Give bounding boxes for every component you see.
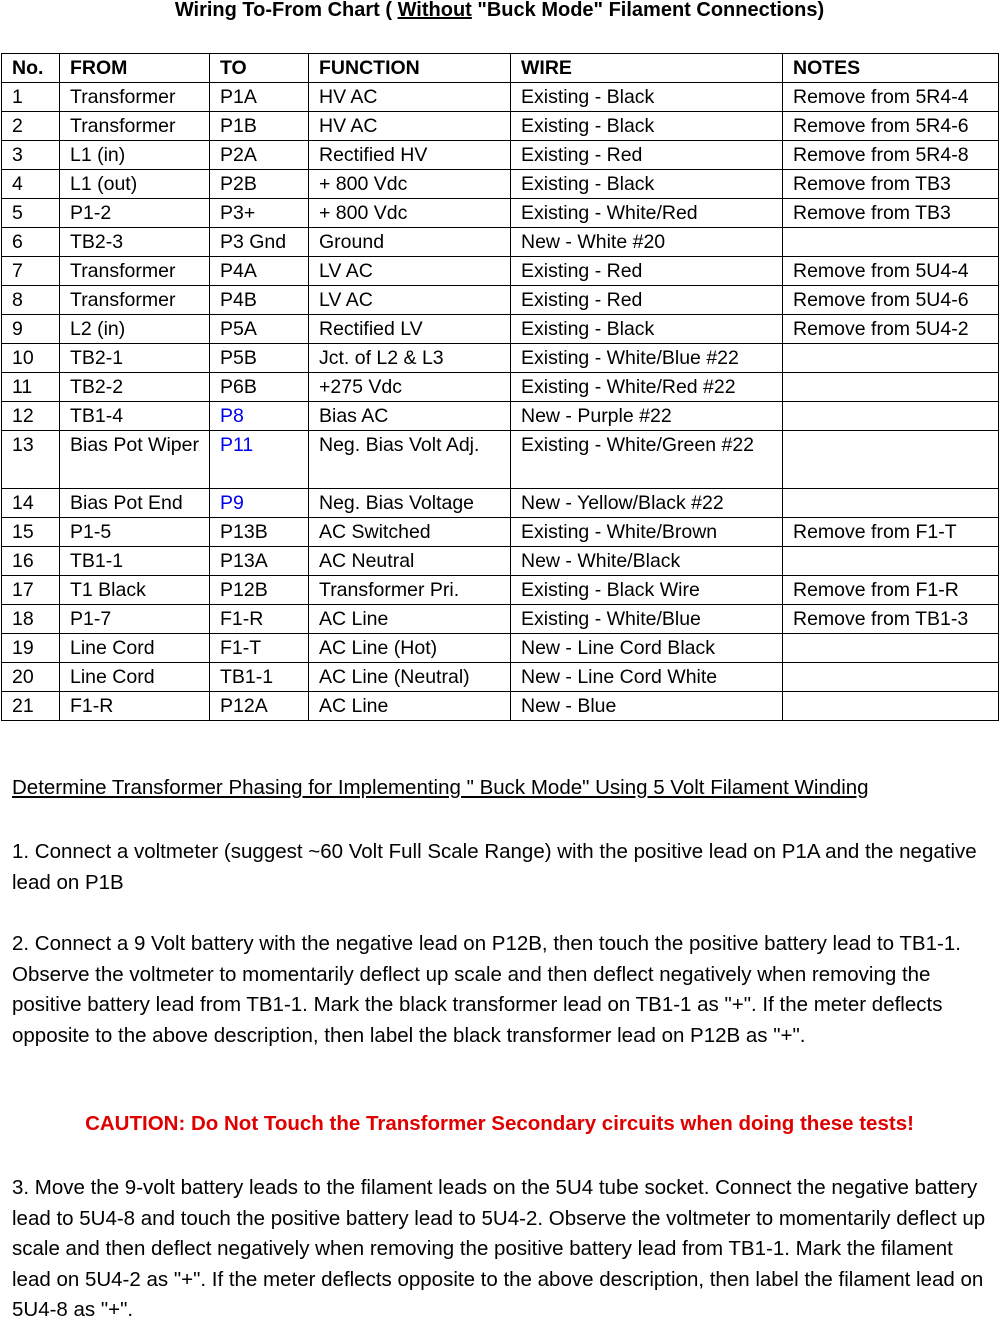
cell-function: Ground xyxy=(309,228,511,257)
cell-to: P5B xyxy=(210,344,309,373)
cell-wire: Existing - Red xyxy=(511,141,783,170)
cell-no: 2 xyxy=(2,112,60,141)
cell-wire: Existing - White/Blue xyxy=(511,605,783,634)
table-row xyxy=(2,547,999,576)
table-row xyxy=(2,315,999,344)
header-wire: WIRE xyxy=(511,54,783,83)
cell-to: P6B xyxy=(210,373,309,402)
cell-notes xyxy=(783,692,999,721)
cell-function: + 800 Vdc xyxy=(309,199,511,228)
cell-no: 14 xyxy=(2,489,60,518)
title-prefix: Wiring To-From Chart ( xyxy=(174,0,398,21)
cell-wire: Existing - White/Brown xyxy=(511,518,783,547)
cell-notes xyxy=(783,663,999,692)
table-row xyxy=(2,344,999,373)
table-row xyxy=(2,634,999,663)
table-row xyxy=(2,518,999,547)
table-row xyxy=(2,402,999,431)
cell-wire: Existing - White/Blue #22 xyxy=(511,344,783,373)
cell-wire: New - Purple #22 xyxy=(511,402,783,431)
table-row xyxy=(2,228,999,257)
cell-function: LV AC xyxy=(309,257,511,286)
cell-from: Transformer xyxy=(60,286,210,315)
table-row xyxy=(2,141,999,170)
cell-function: AC Line (Hot) xyxy=(309,634,511,663)
cell-notes xyxy=(783,373,999,402)
cell-notes xyxy=(783,547,999,576)
cell-no: 16 xyxy=(2,547,60,576)
header-from: FROM xyxy=(60,54,210,83)
cell-from: TB1-4 xyxy=(60,402,210,431)
cell-wire: Existing - Red xyxy=(511,286,783,315)
cell-no: 6 xyxy=(2,228,60,257)
table-row xyxy=(2,257,999,286)
cell-wire: Existing - Black xyxy=(511,112,783,141)
cell-from: Line Cord xyxy=(60,634,210,663)
cell-to: P4B xyxy=(210,286,309,315)
cell-wire: Existing - White/Green #22 xyxy=(511,431,783,489)
cell-wire: Existing - White/Red xyxy=(511,199,783,228)
cell-from: TB1-1 xyxy=(60,547,210,576)
cell-wire: Existing - Red xyxy=(511,257,783,286)
cell-notes: Remove from 5R4-4 xyxy=(783,83,999,112)
cell-function: AC Line (Neutral) xyxy=(309,663,511,692)
cell-from: TB2-3 xyxy=(60,228,210,257)
cell-function: Rectified LV xyxy=(309,315,511,344)
cell-function: Neg. Bias Voltage xyxy=(309,489,511,518)
cell-to: P12A xyxy=(210,692,309,721)
cell-to: P8 xyxy=(210,402,309,431)
cell-to: P13A xyxy=(210,547,309,576)
cell-function: Transformer Pri. xyxy=(309,576,511,605)
cell-notes: Remove from TB3 xyxy=(783,170,999,199)
cell-wire: Existing - Black xyxy=(511,315,783,344)
cell-to: P5A xyxy=(210,315,309,344)
cell-function: Neg. Bias Volt Adj. xyxy=(309,431,511,489)
table-row xyxy=(2,373,999,402)
cell-from: Line Cord xyxy=(60,663,210,692)
cell-from: F1-R xyxy=(60,692,210,721)
cell-notes: Remove from 5U4-2 xyxy=(783,315,999,344)
cell-from: Bias Pot Wiper xyxy=(60,431,210,489)
cell-from: Transformer xyxy=(60,112,210,141)
cell-wire: New - Line Cord White xyxy=(511,663,783,692)
cell-no: 19 xyxy=(2,634,60,663)
cell-function: Jct. of L2 & L3 xyxy=(309,344,511,373)
cell-notes xyxy=(783,228,999,257)
cell-function: Bias AC xyxy=(309,402,511,431)
cell-function: AC Line xyxy=(309,692,511,721)
cell-to: TB1-1 xyxy=(210,663,309,692)
cell-wire: Existing - Black xyxy=(511,83,783,112)
table-row xyxy=(2,489,999,518)
table-row xyxy=(2,605,999,634)
cell-notes: Remove from TB3 xyxy=(783,199,999,228)
table-row xyxy=(2,663,999,692)
cell-no: 17 xyxy=(2,576,60,605)
cell-to: P2B xyxy=(210,170,309,199)
cell-notes: Remove from TB1-3 xyxy=(783,605,999,634)
table-row xyxy=(2,83,999,112)
title-suffix: "Buck Mode" Filament Connections) xyxy=(471,0,825,21)
cell-function: AC Neutral xyxy=(309,547,511,576)
cell-to: P1B xyxy=(210,112,309,141)
step-3: 3. Move the 9-volt battery leads to the filament leads on the 5U4 tube socket. Connect the negative battery lead to 5U4-8 and touch the positive battery lead to 5U4-2. Observe the voltmeter to momentarily deflect up scale and then deflect negatively when removing the positive battery lead from TB1-1. Mark the filament lead on 5U4-2 as "+". If the meter deflects opposite to the above description, then label the filament lead on 5U4-8 as "+". xyxy=(12,1176,986,1321)
cell-no: 20 xyxy=(2,663,60,692)
wiring-table xyxy=(1,53,999,721)
cell-function: Rectified HV xyxy=(309,141,511,170)
cell-wire: New - Blue xyxy=(511,692,783,721)
cell-function: AC Line xyxy=(309,605,511,634)
cell-from: L1 (out) xyxy=(60,170,210,199)
cell-to: P9 xyxy=(210,489,309,518)
cell-notes: Remove from F1-T xyxy=(783,518,999,547)
cell-no: 15 xyxy=(2,518,60,547)
step-2: 2. Connect a 9 Volt battery with the negative lead on P12B, then touch the positive battery lead to TB1-1. Observe the voltmeter to momentarily deflect up scale and then deflect negatively when removing the positive battery lead from TB1-1. Mark the black transformer lead on TB1-1 as "+". If the meter deflects opposite to the above description, then label the black transformer lead on P12B as "+". xyxy=(12,932,961,1047)
cell-no: 10 xyxy=(2,344,60,373)
cell-no: 13 xyxy=(2,431,60,489)
header-function: FUNCTION xyxy=(309,54,511,83)
cell-no: 8 xyxy=(2,286,60,315)
table-header-row xyxy=(2,54,999,83)
cell-function: LV AC xyxy=(309,286,511,315)
table-row xyxy=(2,576,999,605)
cell-to: P2A xyxy=(210,141,309,170)
header-to: TO xyxy=(210,54,309,83)
cell-no: 21 xyxy=(2,692,60,721)
cell-wire: New - Line Cord Black xyxy=(511,634,783,663)
cell-no: 5 xyxy=(2,199,60,228)
cell-to: P11 xyxy=(210,431,309,489)
cell-function: AC Switched xyxy=(309,518,511,547)
cell-no: 18 xyxy=(2,605,60,634)
cell-from: L2 (in) xyxy=(60,315,210,344)
cell-notes xyxy=(783,489,999,518)
cell-function: HV AC xyxy=(309,112,511,141)
cell-notes: Remove from 5U4-4 xyxy=(783,257,999,286)
section-heading: Determine Transformer Phasing for Implementing " Buck Mode" Using 5 Volt Filament Winding xyxy=(12,776,869,799)
cell-wire: Existing - White/Red #22 xyxy=(511,373,783,402)
cell-to: F1-T xyxy=(210,634,309,663)
cell-notes xyxy=(783,431,999,489)
cell-from: Transformer xyxy=(60,83,210,112)
cell-notes: Remove from 5R4-8 xyxy=(783,141,999,170)
cell-no: 12 xyxy=(2,402,60,431)
cell-wire: New - White/Black xyxy=(511,547,783,576)
header-notes: NOTES xyxy=(783,54,999,83)
cell-to: P1A xyxy=(210,83,309,112)
cell-function: +275 Vdc xyxy=(309,373,511,402)
cell-from: P1-7 xyxy=(60,605,210,634)
cell-from: P1-5 xyxy=(60,518,210,547)
cell-from: Bias Pot End xyxy=(60,489,210,518)
table-row xyxy=(2,199,999,228)
cell-wire: Existing - Black Wire xyxy=(511,576,783,605)
cell-from: P1-2 xyxy=(60,199,210,228)
page-title xyxy=(0,0,999,22)
cell-notes: Remove from F1-R xyxy=(783,576,999,605)
cell-to: P3 Gnd xyxy=(210,228,309,257)
table-row xyxy=(2,170,999,199)
cell-function: HV AC xyxy=(309,83,511,112)
cell-to: P12B xyxy=(210,576,309,605)
cell-from: TB2-2 xyxy=(60,373,210,402)
cell-no: 4 xyxy=(2,170,60,199)
table-row xyxy=(2,431,999,489)
table-row xyxy=(2,112,999,141)
caution-text: CAUTION: Do Not Touch the Transformer Secondary circuits when doing these tests! xyxy=(85,1112,914,1135)
cell-no: 3 xyxy=(2,141,60,170)
cell-to: P13B xyxy=(210,518,309,547)
cell-no: 7 xyxy=(2,257,60,286)
cell-notes xyxy=(783,344,999,373)
cell-wire: Existing - Black xyxy=(511,170,783,199)
cell-from: Transformer xyxy=(60,257,210,286)
table-row xyxy=(2,692,999,721)
table-row xyxy=(2,286,999,315)
cell-notes xyxy=(783,634,999,663)
cell-to: P3+ xyxy=(210,199,309,228)
title-emphasis: Without xyxy=(397,0,472,21)
cell-no: 1 xyxy=(2,83,60,112)
cell-notes xyxy=(783,402,999,431)
cell-no: 9 xyxy=(2,315,60,344)
cell-from: T1 Black xyxy=(60,576,210,605)
cell-from: TB2-1 xyxy=(60,344,210,373)
header-no: No. xyxy=(2,54,60,83)
cell-from: L1 (in) xyxy=(60,141,210,170)
cell-function: + 800 Vdc xyxy=(309,170,511,199)
cell-notes: Remove from 5U4-6 xyxy=(783,286,999,315)
cell-no: 11 xyxy=(2,373,60,402)
cell-to: P4A xyxy=(210,257,309,286)
cell-wire: New - Yellow/Black #22 xyxy=(511,489,783,518)
cell-wire: New - White #20 xyxy=(511,228,783,257)
step-1: 1. Connect a voltmeter (suggest ~60 Volt Full Scale Range) with the positive lead on P1A and the negative lead on P1B xyxy=(12,840,977,894)
cell-to: F1-R xyxy=(210,605,309,634)
cell-notes: Remove from 5R4-6 xyxy=(783,112,999,141)
